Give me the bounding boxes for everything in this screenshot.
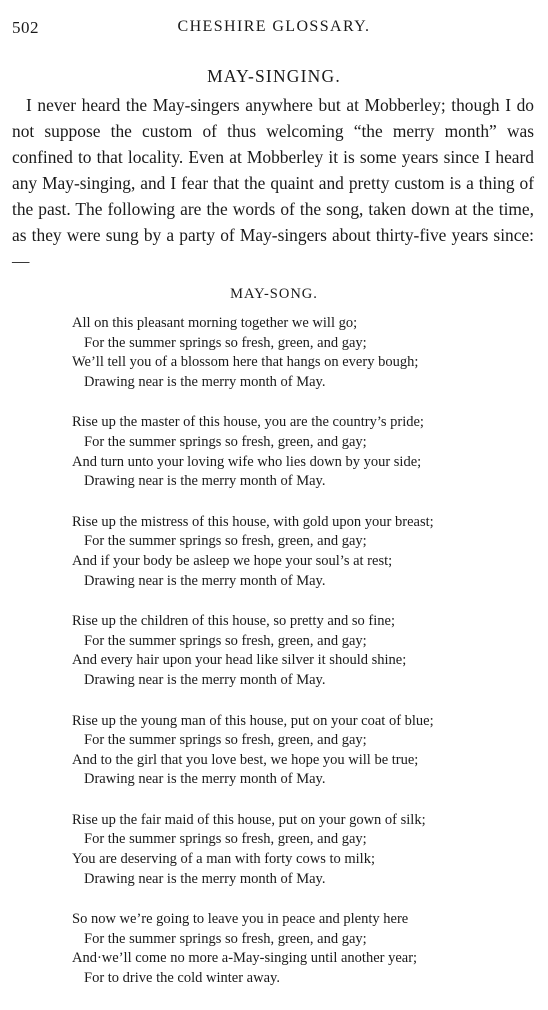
stanza (72, 811, 492, 889)
verse-line: All on this pleasant morning together we will go; (72, 315, 358, 331)
verse-line: And turn unto your loving wife who lies down by your side; (72, 453, 422, 470)
refrain-line: For the summer springs so fresh, green, and gay; (84, 831, 367, 848)
verse-line: We’ll tell you of a blossom here that hangs on every bough; (72, 354, 419, 371)
refrain-line: For the summer springs so fresh, green, and gay; (84, 632, 367, 649)
verse-line: Rise up the fair maid of this house, put on your gown of silk; (72, 811, 426, 828)
verse-line: And to the girl that you love best, we hope you will be true; (72, 751, 419, 768)
page-number: 502 (12, 18, 39, 37)
intro-paragraph: I never heard the May-singers anywhere but at Mobberley; though I do not suppose the custom of thus welcoming “the merry month” was confined to that locality. Even at Mobberley it is some years since I heard any May-singing, and I fear that the quaint and pretty custom is a thing of the past. The following are the words of the song, taken down at the time, as they were sung by a party of May-singers about thirty-five years since:— (12, 95, 534, 271)
verse-line: Rise up the young man of this house, put on your coat of blue; (72, 712, 434, 729)
refrain-line: Drawing near is the merry month of May. (84, 771, 326, 788)
refrain-line: For the summer springs so fresh, green, and gay; (84, 334, 367, 351)
refrain-line: Drawing near is the merry month of May. (84, 373, 326, 390)
stanza (72, 712, 492, 790)
verse-line: Rise up the children of this house, so pretty and so fine; (72, 613, 395, 630)
section-title: MAY-SINGING. (207, 66, 341, 86)
refrain-line: For the summer springs so fresh, green, and gay; (84, 930, 367, 947)
song-title: MAY-SONG. (230, 286, 318, 302)
song-verses (72, 314, 492, 1010)
refrain-line: For to drive the cold winter away. (84, 970, 280, 987)
stanza (72, 413, 492, 491)
stanza (72, 513, 492, 591)
verse-line: And every hair upon your head like silver it should shine; (72, 652, 407, 669)
verse-line: And·we’ll come no more a-May-singing until another year; (72, 950, 418, 967)
verse-line: Rise up the mistress of this house, with gold upon your breast; (72, 513, 434, 530)
page-header (10, 14, 538, 38)
stanza (72, 314, 492, 392)
refrain-line: For the summer springs so fresh, green, and gay; (84, 732, 367, 749)
verse-line: So now we’re going to leave you in peace and plenty here (72, 911, 409, 928)
refrain-line: For the summer springs so fresh, green, and gay; (84, 533, 367, 550)
refrain-line: Drawing near is the merry month of May. (84, 870, 326, 887)
verse-line: Rise up the master of this house, you are the country’s pride; (72, 414, 424, 431)
verse-line: You are deserving of a man with forty cows to milk; (72, 851, 375, 868)
stanza (72, 612, 492, 690)
running-head: CHESHIRE GLOSSARY. (177, 18, 371, 35)
verse-line: And if your body be asleep we hope your soul’s at rest; (72, 552, 393, 569)
refrain-line: Drawing near is the merry month of May. (84, 473, 326, 490)
stanza (72, 910, 492, 988)
refrain-line: For the summer springs so fresh, green, and gay; (84, 433, 367, 450)
refrain-line: Drawing near is the merry month of May. (84, 671, 326, 688)
refrain-line: Drawing near is the merry month of May. (84, 572, 326, 589)
